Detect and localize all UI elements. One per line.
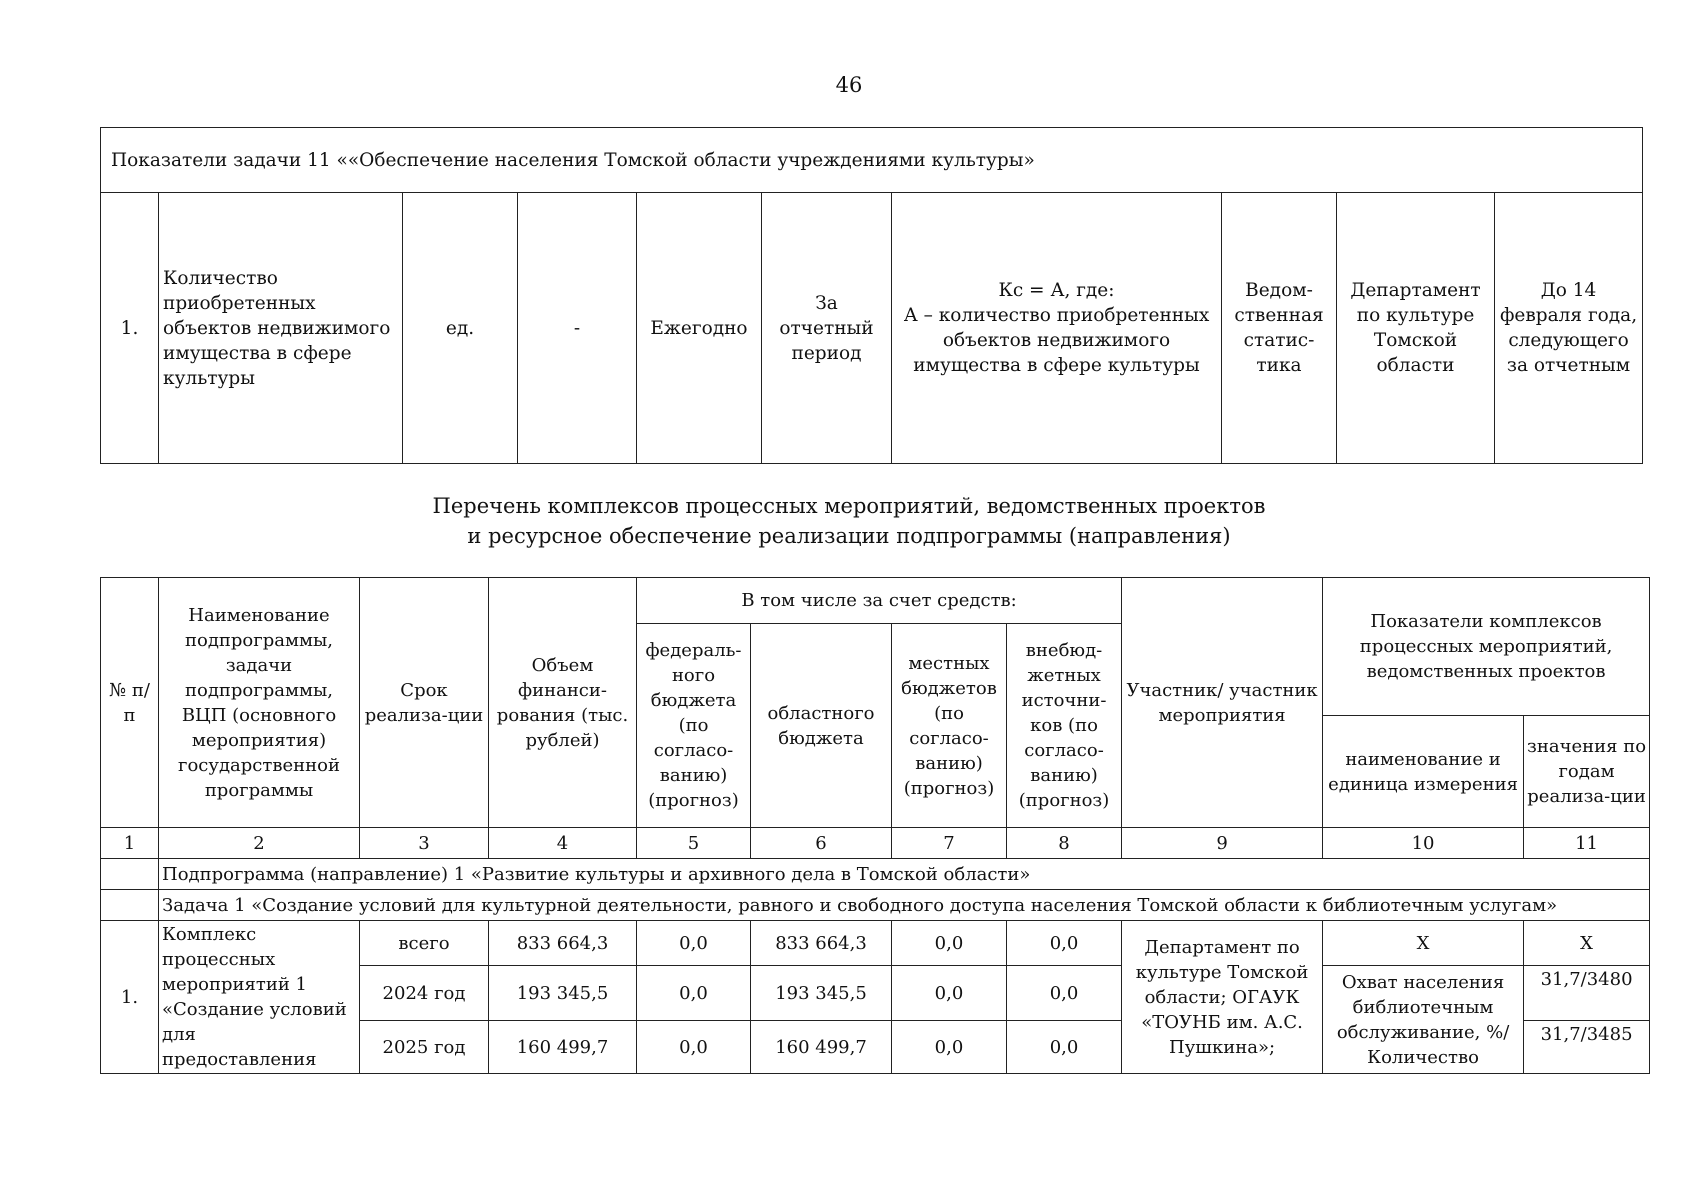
local-cell: 0,0	[892, 1021, 1007, 1074]
column-number: 6	[751, 828, 892, 859]
table-row	[101, 921, 1650, 966]
complex-number: 1.	[101, 921, 159, 1074]
task-title: Задача 1 «Создание условий для культурной деятельности, равного и свободного доступа населения Томской области к библиотечным услугам»	[159, 890, 1650, 921]
header-term: Срок реализа-ции	[360, 578, 489, 828]
indicators-table-header: Показатели задачи 11 ««Обеспечение населения Томской области учреждениями культуры»	[101, 128, 1643, 193]
formula-line-1: Кс = А, где:	[998, 280, 1115, 301]
indicators-table	[100, 127, 1643, 464]
regional-cell: 160 499,7	[751, 1021, 892, 1074]
task-row	[101, 890, 1650, 921]
value-x-cell: Х	[1524, 921, 1650, 966]
indicator-dash: -	[518, 193, 637, 464]
activities-table	[100, 577, 1650, 1074]
section-heading	[0, 491, 1698, 551]
row-number: 1.	[101, 193, 159, 464]
column-number: 4	[489, 828, 637, 859]
indicator-responsible: Департамент по культуре Томской области	[1337, 193, 1495, 464]
page-number: 46	[835, 73, 863, 97]
header-participant: Участник/ участник мероприятия	[1122, 578, 1323, 828]
extrabudget-cell: 0,0	[1007, 921, 1122, 966]
header-name: Наименование подпрограммы, задачи подпрограммы, ВЦП (основного мероприятия) государственной программы	[159, 578, 360, 828]
subprogram-row	[101, 859, 1650, 890]
term-cell: всего	[360, 921, 489, 966]
table-row	[101, 193, 1643, 464]
volume-cell: 833 664,3	[489, 921, 637, 966]
complex-name: Комплекс процессных мероприятий 1 «Создание условий для предоставления	[159, 921, 360, 1074]
period-line-2: отчетный	[779, 317, 874, 339]
federal-cell: 0,0	[637, 1021, 751, 1074]
header-indicator-values: значения по годам реализа-ции	[1524, 716, 1650, 828]
column-number: 2	[159, 828, 360, 859]
column-number: 8	[1007, 828, 1122, 859]
term-cell: 2025 год	[360, 1021, 489, 1074]
header-regional: областного бюджета	[751, 624, 892, 828]
indicator-period	[762, 193, 892, 464]
regional-cell: 193 345,5	[751, 966, 892, 1021]
indicator-formula	[892, 193, 1222, 464]
heading-line-1: Перечень комплексов процессных мероприятий, ведомственных проектов	[432, 494, 1266, 518]
local-cell: 0,0	[892, 966, 1007, 1021]
indicator-source: Ведом-ственная статис-тика	[1222, 193, 1337, 464]
regional-cell: 833 664,3	[751, 921, 892, 966]
federal-cell: 0,0	[637, 921, 751, 966]
period-line-1: За	[815, 292, 838, 314]
column-number: 1	[101, 828, 159, 859]
header-indicators: Показатели комплексов процессных мероприятий, ведомственных проектов	[1323, 578, 1650, 716]
term-cell: 2024 год	[360, 966, 489, 1021]
header-federal: федераль-ного бюджета (по согласо-ванию) (прогноз)	[637, 624, 751, 828]
federal-cell: 0,0	[637, 966, 751, 1021]
indicator-name: Количество приобретенных объектов недвижимого имущества в сфере культуры	[159, 193, 403, 464]
indicator-deadline: До 14 февраля года, следующего за отчетным	[1495, 193, 1643, 464]
column-number: 7	[892, 828, 1007, 859]
column-number: 5	[637, 828, 751, 859]
header-including: В том числе за счет средств:	[637, 578, 1122, 624]
header-extrabudget: внебюд-жетных источни-ков (по согласо-ванию) (прогноз)	[1007, 624, 1122, 828]
extrabudget-cell: 0,0	[1007, 966, 1122, 1021]
extrabudget-cell: 0,0	[1007, 1021, 1122, 1074]
indicator-name-cell: Охват населения библиотечным обслуживание, %/ Количество	[1323, 966, 1524, 1074]
indicator-value-cell: 31,7/3485	[1524, 1021, 1650, 1074]
indicator-x-cell: Х	[1323, 921, 1524, 966]
header-num: № п/п	[101, 578, 159, 828]
header-local: местных бюджетов (по согласо-ванию) (прогноз)	[892, 624, 1007, 828]
period-line-3: период	[791, 342, 862, 364]
indicator-periodicity: Ежегодно	[637, 193, 762, 464]
header-volume: Объем финанси-рования (тыс. рублей)	[489, 578, 637, 828]
local-cell: 0,0	[892, 921, 1007, 966]
column-numbers-row	[101, 828, 1650, 859]
column-number: 10	[1323, 828, 1524, 859]
indicator-unit: ед.	[403, 193, 518, 464]
column-number: 11	[1524, 828, 1650, 859]
formula-line-2: А – количество приобретенных объектов недвижимого имущества в сфере культуры	[903, 305, 1210, 376]
column-number: 3	[360, 828, 489, 859]
volume-cell: 160 499,7	[489, 1021, 637, 1074]
subprogram-title: Подпрограмма (направление) 1 «Развитие культуры и архивного дела в Томской области»	[159, 859, 1650, 890]
heading-line-2: и ресурсное обеспечение реализации подпрограммы (направления)	[467, 524, 1231, 548]
column-number: 9	[1122, 828, 1323, 859]
header-indicator-name: наименование и единица измерения	[1323, 716, 1524, 828]
complex-participant: Департамент по культуре Томской области; ОГАУК «ТОУНБ им. А.С. Пушкина»;	[1122, 921, 1323, 1074]
indicator-value-cell: 31,7/3480	[1524, 966, 1650, 1021]
volume-cell: 193 345,5	[489, 966, 637, 1021]
